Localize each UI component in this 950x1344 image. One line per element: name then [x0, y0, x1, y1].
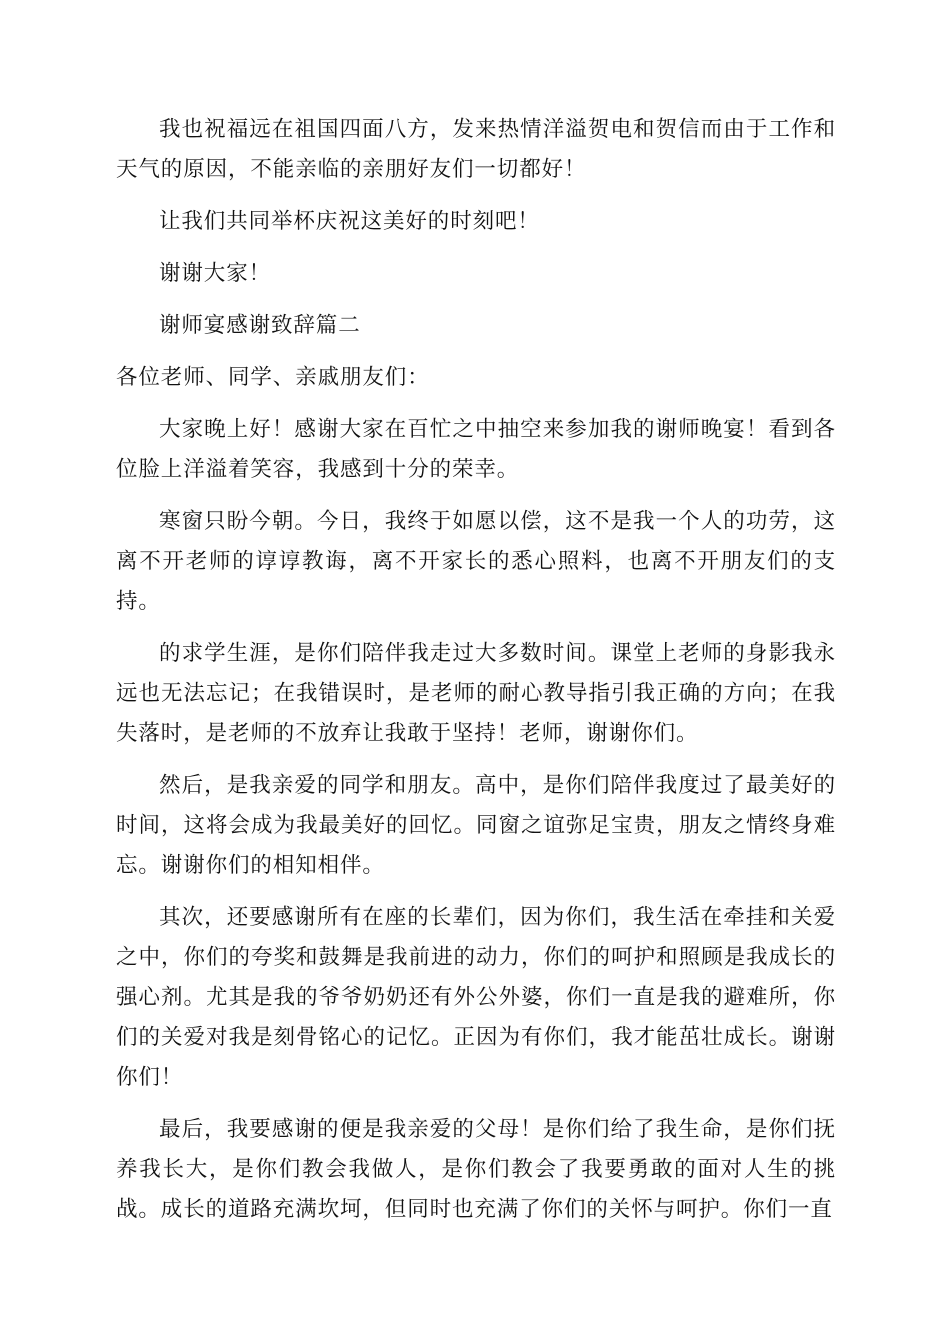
paragraph-classmates: 然后，是我亲爱的同学和朋友。高中，是你们陪伴我度过了最美好的时间，这将会成为我最美好的回忆。同窗之谊弥足宝贵，朋友之情终身难忘。谢谢你们的相知相伴。 — [116, 773, 836, 878]
paragraph-toast: 让我们共同举杯庆祝这美好的时刻吧！ — [159, 209, 540, 234]
paragraph-greeting: 大家晚上好！感谢大家在百忙之中抽空来参加我的谢师晚宴！看到各位脸上洋溢着笑容，我感到十分的荣幸。 — [116, 417, 836, 482]
document-body — [116, 110, 836, 1242]
paragraph-achievement: 寒窗只盼今朝。今日，我终于如愿以偿，这不是我一个人的功劳，这离不开老师的谆谆教诲，离不开家长的悉心照料，也离不开朋友们的支持。 — [116, 509, 836, 614]
paragraph-thanks: 谢谢大家！ — [159, 261, 272, 286]
paragraph-teachers: 的求学生涯，是你们陪伴我走过大多数时间。课堂上老师的身影我永远也无法忘记；在我错误时，是老师的耐心教导指引我正确的方向；在我失落时，是老师的不放弃让我敢于坚持！老师，谢谢你们。 — [116, 641, 836, 746]
paragraph-blessing: 我也祝福远在祖国四面八方，发来热情洋溢贺电和贺信而由于工作和天气的原因，不能亲临的亲朋好友们一切都好！ — [116, 117, 836, 182]
paragraph-parents: 最后，我要感谢的便是我亲爱的父母！是你们给了我生命，是你们抚养我长大，是你们教会我做人，是你们教会了我要勇敢的面对人生的挑战。成长的道路充满坎坷，但同时也充满了你们的关怀与呵护。你们一直 — [116, 1117, 836, 1222]
salutation: 各位老师、同学、亲戚朋友们： — [116, 365, 430, 390]
section-heading: 谢师宴感谢致辞篇二 — [159, 313, 361, 338]
paragraph-elders: 其次，还要感谢所有在座的长辈们，因为你们，我生活在牵挂和关爱之中，你们的夸奖和鼓舞是我前进的动力，你们的呵护和照顾是我成长的强心剂。尤其是我的爷爷奶奶还有外公外婆，你们一直是我的避难所，你们的关爱对我是刻骨铭心的记忆。正因为有你们，我才能茁壮成长。谢谢你们！ — [116, 905, 836, 1090]
